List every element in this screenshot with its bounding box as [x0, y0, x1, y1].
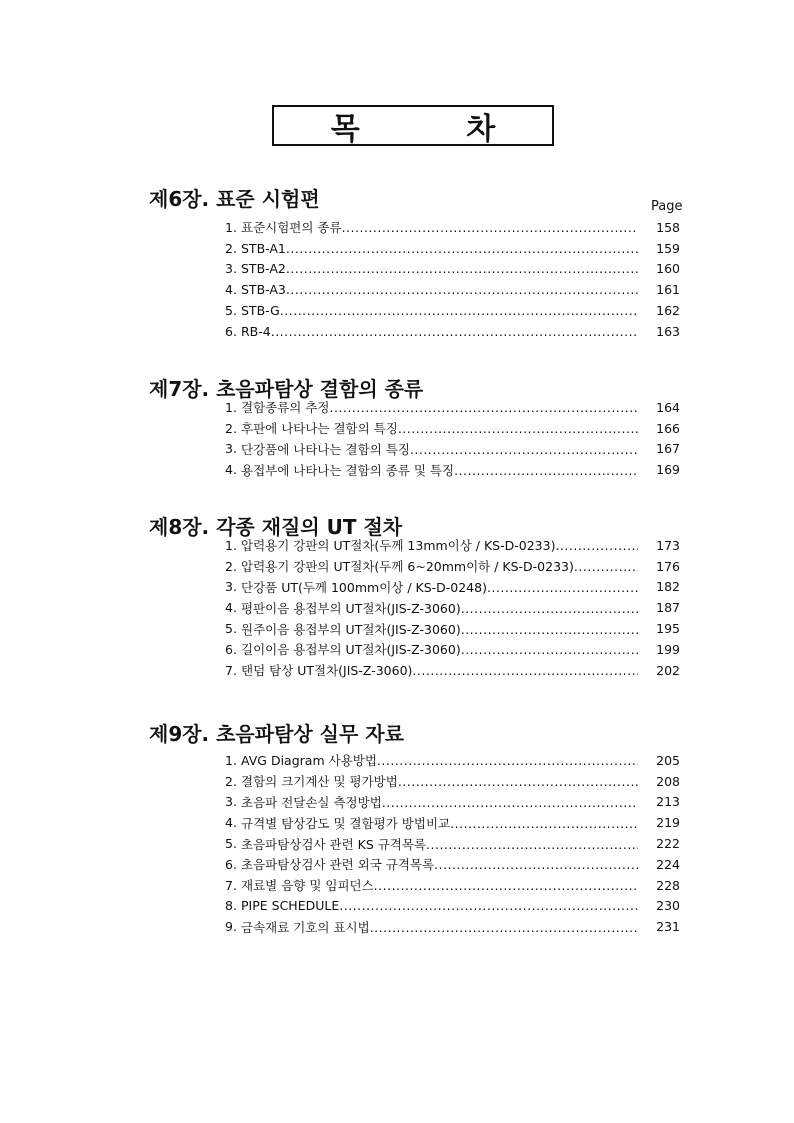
- chapter-7-title: 제7장. 초음파탐상 결함의 종류: [149, 377, 424, 401]
- entry-page: 230: [656, 898, 680, 914]
- entry-label: 평판이음 용접부의 UT절차(JIS-Z-3060) .....: [241, 599, 638, 617]
- entry-number: 3.: [225, 579, 237, 595]
- chapter-6-title: 제6장. 표준 시험편: [149, 187, 320, 211]
- toc-entry[interactable]: [225, 660, 680, 681]
- entry-number: 2.: [225, 558, 237, 574]
- toc-entry[interactable]: [225, 854, 680, 875]
- toc-entry[interactable]: [225, 618, 680, 639]
- entry-label: 초음파탐상검사 관련 KS 규격목록 .....: [241, 835, 638, 853]
- entry-page: 195: [656, 621, 680, 637]
- chapter-9-entries: [225, 750, 680, 937]
- entry-label: PIPE SCHEDULE .....: [241, 898, 638, 913]
- entry-number: 2.: [225, 773, 237, 789]
- entry-page: 224: [656, 856, 680, 872]
- entry-page: 228: [656, 877, 680, 893]
- entry-number: 2.: [225, 420, 237, 436]
- entry-number: 1.: [225, 219, 237, 235]
- entry-number: 8.: [225, 898, 237, 914]
- entry-number: 4.: [225, 462, 237, 478]
- toc-entry[interactable]: [225, 750, 680, 771]
- entry-page: 158: [656, 219, 680, 235]
- entry-label: 결함종류의 추정 .....: [241, 398, 638, 416]
- toc-entry[interactable]: [225, 439, 680, 460]
- entry-label: 압력용기 강판의 UT절차(두께 13mm이상 / KS-D-0233) .....: [241, 536, 638, 554]
- toc-entry[interactable]: [225, 556, 680, 577]
- entry-page: 160: [656, 261, 680, 277]
- entry-page: 162: [656, 303, 680, 319]
- toc-entry[interactable]: [225, 771, 680, 792]
- toc-entry[interactable]: [225, 459, 680, 480]
- entry-number: 1.: [225, 537, 237, 553]
- entry-page: 222: [656, 836, 680, 852]
- entry-page: 208: [656, 773, 680, 789]
- entry-label: 압력용기 강판의 UT절차(두께 6~20mm이하 / KS-D-0233) .....: [241, 557, 638, 575]
- entry-page: 182: [656, 579, 680, 595]
- entry-page: 187: [656, 600, 680, 616]
- entry-label: 결함의 크기계산 및 평가방법 .....: [241, 772, 638, 790]
- entry-page: 213: [656, 794, 680, 810]
- toc-entry[interactable]: [225, 418, 680, 439]
- entry-number: 7.: [225, 662, 237, 678]
- page-column-label: Page: [651, 199, 683, 214]
- entry-label: 단강품 UT(두께 100mm이상 / KS-D-0248) .....: [241, 578, 638, 596]
- entry-page: 169: [656, 462, 680, 478]
- toc-entry[interactable]: [225, 577, 680, 598]
- entry-number: 5.: [225, 303, 237, 319]
- entry-label: 용접부에 나타나는 결함의 종류 및 특징 .....: [241, 461, 638, 479]
- chapter-8-entries: [225, 535, 680, 681]
- toc-entry[interactable]: [225, 259, 680, 280]
- entry-page: 205: [656, 752, 680, 768]
- entry-page: 176: [656, 558, 680, 574]
- entry-number: 6.: [225, 641, 237, 657]
- entry-page: 202: [656, 662, 680, 678]
- entry-page: 161: [656, 282, 680, 298]
- entry-page: 163: [656, 323, 680, 339]
- entry-number: 4.: [225, 815, 237, 831]
- entry-page: 167: [656, 441, 680, 457]
- entry-number: 4.: [225, 600, 237, 616]
- entry-label: 단강품에 나타나는 결함의 특징 .....: [241, 440, 638, 458]
- chapter-6-entries: [225, 217, 680, 342]
- entry-number: 1.: [225, 752, 237, 768]
- entry-label: STB-A2 .....: [241, 261, 638, 276]
- toc-entry[interactable]: [225, 238, 680, 259]
- entry-label: STB-G .....: [241, 303, 638, 318]
- toc-entry[interactable]: [225, 397, 680, 418]
- entry-label: AVG Diagram 사용방법 .....: [241, 751, 638, 769]
- entry-label: 초음파탐상검사 관련 외국 규격목록 .....: [241, 855, 638, 873]
- entry-page: 159: [656, 240, 680, 256]
- entry-label: 탠덤 탐상 UT절차(JIS-Z-3060) .....: [241, 661, 638, 679]
- entry-label: 길이이음 용접부의 UT절차(JIS-Z-3060) .....: [241, 640, 638, 658]
- entry-label: 규격별 탐상감도 및 결함평가 방법비교 .....: [241, 814, 638, 832]
- entry-page: 173: [656, 537, 680, 553]
- chapter-7-entries: [225, 397, 680, 480]
- entry-page: 166: [656, 420, 680, 436]
- entry-number: 1.: [225, 399, 237, 415]
- entry-label: 표준시험편의 종류 .....: [241, 218, 638, 236]
- entry-number: 3.: [225, 794, 237, 810]
- entry-label: STB-A3 .....: [241, 282, 638, 297]
- toc-entry[interactable]: [225, 639, 680, 660]
- entry-page: 219: [656, 815, 680, 831]
- entry-number: 2.: [225, 240, 237, 256]
- toc-entry[interactable]: [225, 279, 680, 300]
- toc-entry[interactable]: [225, 896, 680, 917]
- entry-label: RB-4 .....: [241, 324, 638, 339]
- entry-label: 재료별 음향 및 임피던스 .....: [241, 876, 638, 894]
- toc-entry[interactable]: [225, 300, 680, 321]
- toc-entry[interactable]: [225, 597, 680, 618]
- entry-label: 후판에 나타나는 결함의 특징 .....: [241, 419, 638, 437]
- entry-page: 199: [656, 641, 680, 657]
- entry-number: 3.: [225, 441, 237, 457]
- entry-page: 231: [656, 919, 680, 935]
- entry-number: 5.: [225, 621, 237, 637]
- toc-entry[interactable]: [225, 321, 680, 342]
- entry-number: 9.: [225, 919, 237, 935]
- entry-number: 6.: [225, 323, 237, 339]
- entry-label: 원주이음 용접부의 UT절차(JIS-Z-3060) .....: [241, 620, 638, 638]
- toc-title: 목 차: [272, 105, 554, 146]
- toc-entry[interactable]: [225, 875, 680, 896]
- entry-label: STB-A1 .....: [241, 241, 638, 256]
- entry-label: 초음파 전달손실 측정방법 .....: [241, 793, 638, 811]
- chapter-9-title: 제9장. 초음파탐상 실무 자료: [149, 722, 404, 746]
- chapter-8-title: 제8장. 각종 재질의 UT 절차: [149, 515, 403, 539]
- toc-entry[interactable]: [225, 535, 680, 556]
- entry-page: 164: [656, 399, 680, 415]
- toc-entry[interactable]: [225, 792, 680, 813]
- entry-number: 4.: [225, 282, 237, 298]
- entry-label: 금속재료 기호의 표시법 .....: [241, 918, 638, 936]
- toc-entry[interactable]: [225, 833, 680, 854]
- entry-number: 7.: [225, 877, 237, 893]
- entry-number: 6.: [225, 856, 237, 872]
- toc-entry[interactable]: [225, 916, 680, 937]
- entry-number: 3.: [225, 261, 237, 277]
- toc-entry[interactable]: [225, 217, 680, 238]
- entry-number: 5.: [225, 836, 237, 852]
- toc-entry[interactable]: [225, 812, 680, 833]
